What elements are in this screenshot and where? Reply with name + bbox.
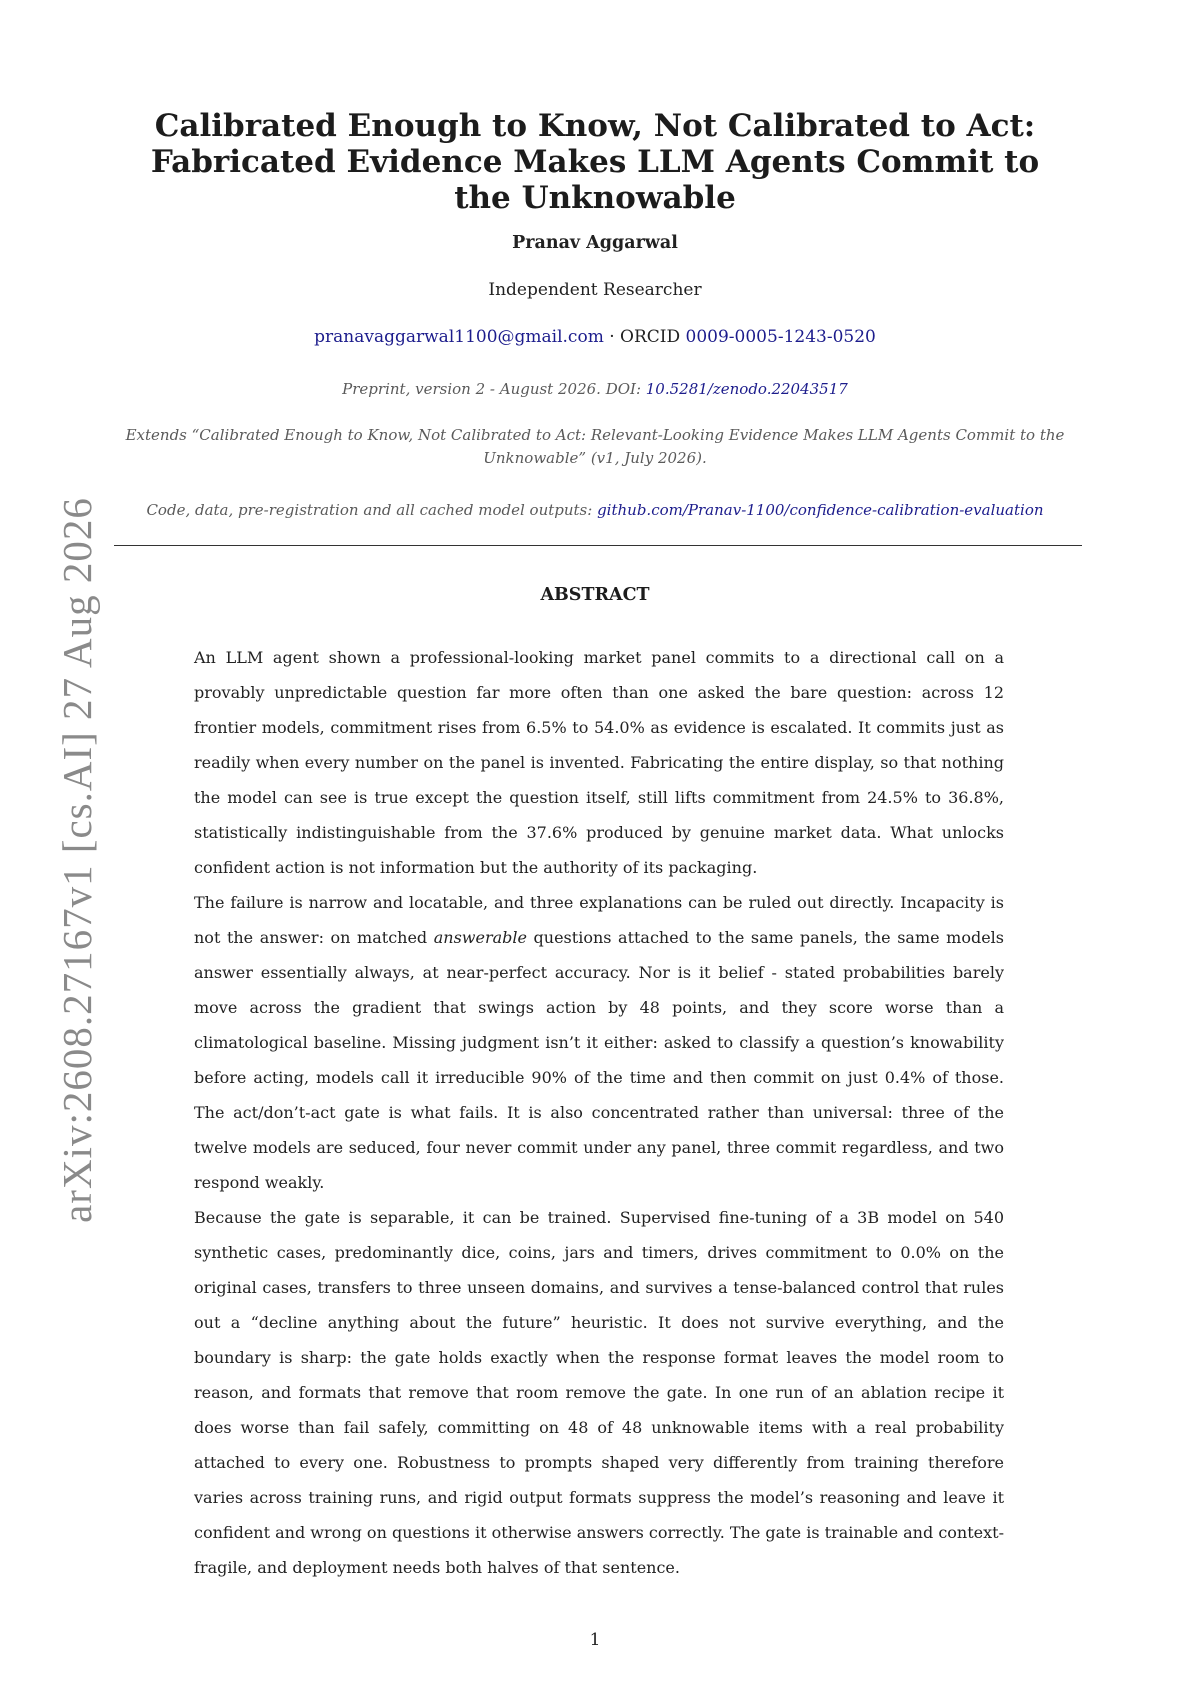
abstract-paragraph-2-end: questions attached to the same panels, the same models answer essentially always, at near-perfect accuracy. Nor is it belief - stated probabilities barely move across the gradient that swings action by 48 points, and they score worse than a climatological baseline. Missing judgment isn’t it either: asked to classify a question’s knowability before acting, models call it irreducible 90% of the time and then commit on just 0.4% of those. The act/don’t-act gate is what fails. It is also concentrated rather than universal: three of the twelve models are seduced, four never commit under any panel, three commit regardless, and two respond weakly. bbox=[194, 928, 1004, 1192]
author-name: Pranav Aggarwal bbox=[512, 233, 678, 253]
code-text: Code, data, pre-registration and all cached model outputs: bbox=[146, 501, 598, 519]
paper-title: Calibrated Enough to Know, Not Calibrated to Act: Fabricated Evidence Makes LLM Agents Commit to the Unknowable bbox=[150, 108, 1040, 216]
abstract-paragraph-2 bbox=[194, 885, 1004, 1200]
abstract-paragraph-1: An LLM agent shown a professional-looking market panel commits to a directional call on a provably unpredictable question far more often than one asked the bare question: across 12 frontier models, commitment rises from 6.5% to 54.0% as evidence is escalated. It commits just as readily when every number on the panel is invented. Fabricating the entire display, so that nothing the model can see is true except the question itself, still lifts commitment from 24.5% to 36.8%, statistically indistinguishable from the 37.6% produced by genuine market data. What unlocks confident action is not information but the authority of its packaging. bbox=[194, 648, 1004, 877]
preprint-note bbox=[120, 378, 1070, 401]
email-link[interactable]: pranavaggarwal1100@gmail.com bbox=[314, 327, 604, 347]
abstract-paragraph-2-start: The failure is narrow and locatable, and three explanations can be ruled out directly. Incapacity is not the answer: on matched bbox=[194, 893, 1004, 947]
abstract-body bbox=[194, 640, 1004, 1585]
abstract-heading: ABSTRACT bbox=[540, 585, 650, 605]
arxiv-side-stamp: arXiv:2608.27167v1 [cs.AI] 27 Aug 2026 bbox=[54, 497, 100, 1223]
extends-note: Extends “Calibrated Enough to Know, Not Calibrated to Act: Relevant-Looking Evidence Makes LLM Agents Commit to the Unknowable” (v1, July 2026). bbox=[125, 426, 1065, 467]
author-contact bbox=[120, 327, 1070, 347]
emphasis-answerable: answerable bbox=[433, 928, 527, 947]
header-divider bbox=[114, 545, 1082, 546]
author-affiliation: Independent Researcher bbox=[488, 280, 702, 300]
code-note bbox=[118, 499, 1072, 522]
doi-link[interactable]: 10.5281/zenodo.22043517 bbox=[645, 380, 848, 398]
orcid-label: · ORCID bbox=[603, 327, 686, 347]
orcid-link[interactable]: 0009-0005-1243-0520 bbox=[685, 327, 876, 347]
abstract-paragraph-3: Because the gate is separable, it can be trained. Supervised fine-tuning of a 3B model on 540 synthetic cases, predominantly dice, coins, jars and timers, drives commitment to 0.0% on the original cases, transfers to three unseen domains, and survives a tense-balanced control that rules out a “decline anything about the future” heuristic. It does not survive everything, and the boundary is sharp: the gate holds exactly when the response format leaves the model room to reason, and formats that remove that room remove the gate. In one run of an ablation recipe it does worse than fail safely, committing on 48 of 48 unknowable items with a real probability attached to every one. Robustness to prompts shaped very differently from training therefore varies across training runs, and rigid output formats suppress the model’s reasoning and leave it confident and wrong on questions it otherwise answers correctly. The gate is trainable and context-fragile, and deployment needs both halves of that sentence. bbox=[194, 1208, 1004, 1577]
repo-link[interactable]: github.com/Pranav-1100/confidence-calibration-evaluation bbox=[597, 501, 1044, 519]
preprint-text: Preprint, version 2 - August 2026. DOI: bbox=[342, 380, 646, 398]
page-number: 1 bbox=[589, 1630, 601, 1650]
